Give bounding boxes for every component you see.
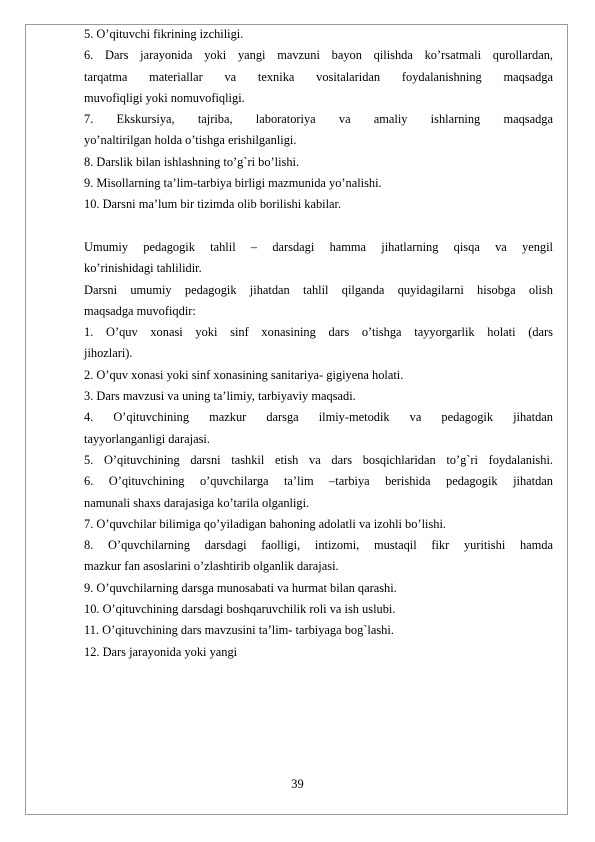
- text-line-19: 4. O’qituvchining mazkur darsga ilmiy-metodik va pedagogik jihatdan: [84, 410, 553, 425]
- text-line-25: 8. O’quvchilarning darsdagi faolligi, intizomi, mustaqil fikr yuritishi hamda: [84, 538, 553, 553]
- text-line-30: 12. Dars jarayonida yoki yangi: [84, 644, 238, 659]
- text-line-26: mazkur fan asoslarini o’zlashtirib olganlik darajasi.: [84, 559, 339, 574]
- text-line-12: ko’rinishidagi tahlilidir.: [84, 261, 202, 276]
- text-line-29: 11. O’qituvchining dars mavzusini ta’lim- tarbiyaga bog`lashi.: [84, 623, 394, 638]
- text-line-02: 6. Dars jarayonida yoki yangi mavzuni bayon qilishda ko’rsatmali qurollardan,: [84, 48, 553, 63]
- page-number: 39: [291, 777, 304, 791]
- text-line-28: 10. O’qituvchining darsdagi boshqaruvchilik roli va ish uslubi.: [84, 602, 396, 617]
- text-line-05: 7. Ekskursiya, tajriba, laboratoriya va amaliy ishlarning maqsadga: [84, 112, 553, 127]
- text-line-27: 9. O’quvchilarning darsga munosabati va hurmat bilan qarashi.: [84, 580, 397, 595]
- text-line-18: 3. Dars mavzusi va uning ta’limiy, tarbiyaviy maqsadi.: [84, 389, 356, 404]
- text-line-24: 7. O’quvchilar bilimiga qo’yiladigan bahoning adolatli va izohli bo’lishi.: [84, 516, 447, 531]
- text-line-21: 5. O’qituvchining darsni tashkil etish va dars bosqichlaridan to’g`ri foydalanishi.: [84, 452, 553, 467]
- text-line-15: 1. O’quv xonasi yoki sinf xonasining dars o’tishga tayyorgarlik holati (dars: [84, 325, 553, 340]
- text-line-11: Umumiy pedagogik tahlil – darsdagi hamma jihatlarning qisqa va yengil: [84, 239, 553, 254]
- text-line-03: tarqatma materiallar va texnika vositalaridan foydalanishning maqsadga: [84, 69, 553, 84]
- text-line-14: maqsadga muvofiqdir:: [84, 303, 196, 318]
- text-line-13: Darsni umumiy pedagogik jihatdan tahlil qilganda quyidagilarni hisobga olish: [84, 282, 553, 297]
- document-body: [84, 24, 553, 663]
- text-line-07: 8. Darslik bilan ishlashning to’g`ri bo’lishi.: [84, 154, 300, 169]
- text-line-20: tayyorlanganligi darajasi.: [84, 431, 210, 446]
- text-line-23: namunali shaxs darajasiga ko’tarila olganligi.: [84, 495, 310, 510]
- text-line-17: 2. O’quv xonasi yoki sinf xonasining sanitariya- gigiyena holati.: [84, 367, 404, 382]
- text-line-16: jihozlari).: [84, 346, 133, 361]
- text-line-04: muvofiqligi yoki nomuvofiqligi.: [84, 90, 245, 105]
- blank-line: [84, 216, 553, 237]
- text-line-06: yo’naltirilgan holda o’tishga erishilganligi.: [84, 133, 297, 148]
- text-line-09: 10. Darsni ma’lum bir tizimda olib borilishi kabilar.: [84, 197, 342, 212]
- text-line-22: 6. O’qituvchining o’quvchilarga ta’lim –tarbiya berishida pedagogik jihatdan: [84, 474, 553, 489]
- text-line-08: 9. Misollarning ta’lim-tarbiya birligi mazmunida yo’nalishi.: [84, 176, 382, 191]
- text-line-01: 5. O’qituvchi fikrining izchiligi.: [84, 27, 244, 41]
